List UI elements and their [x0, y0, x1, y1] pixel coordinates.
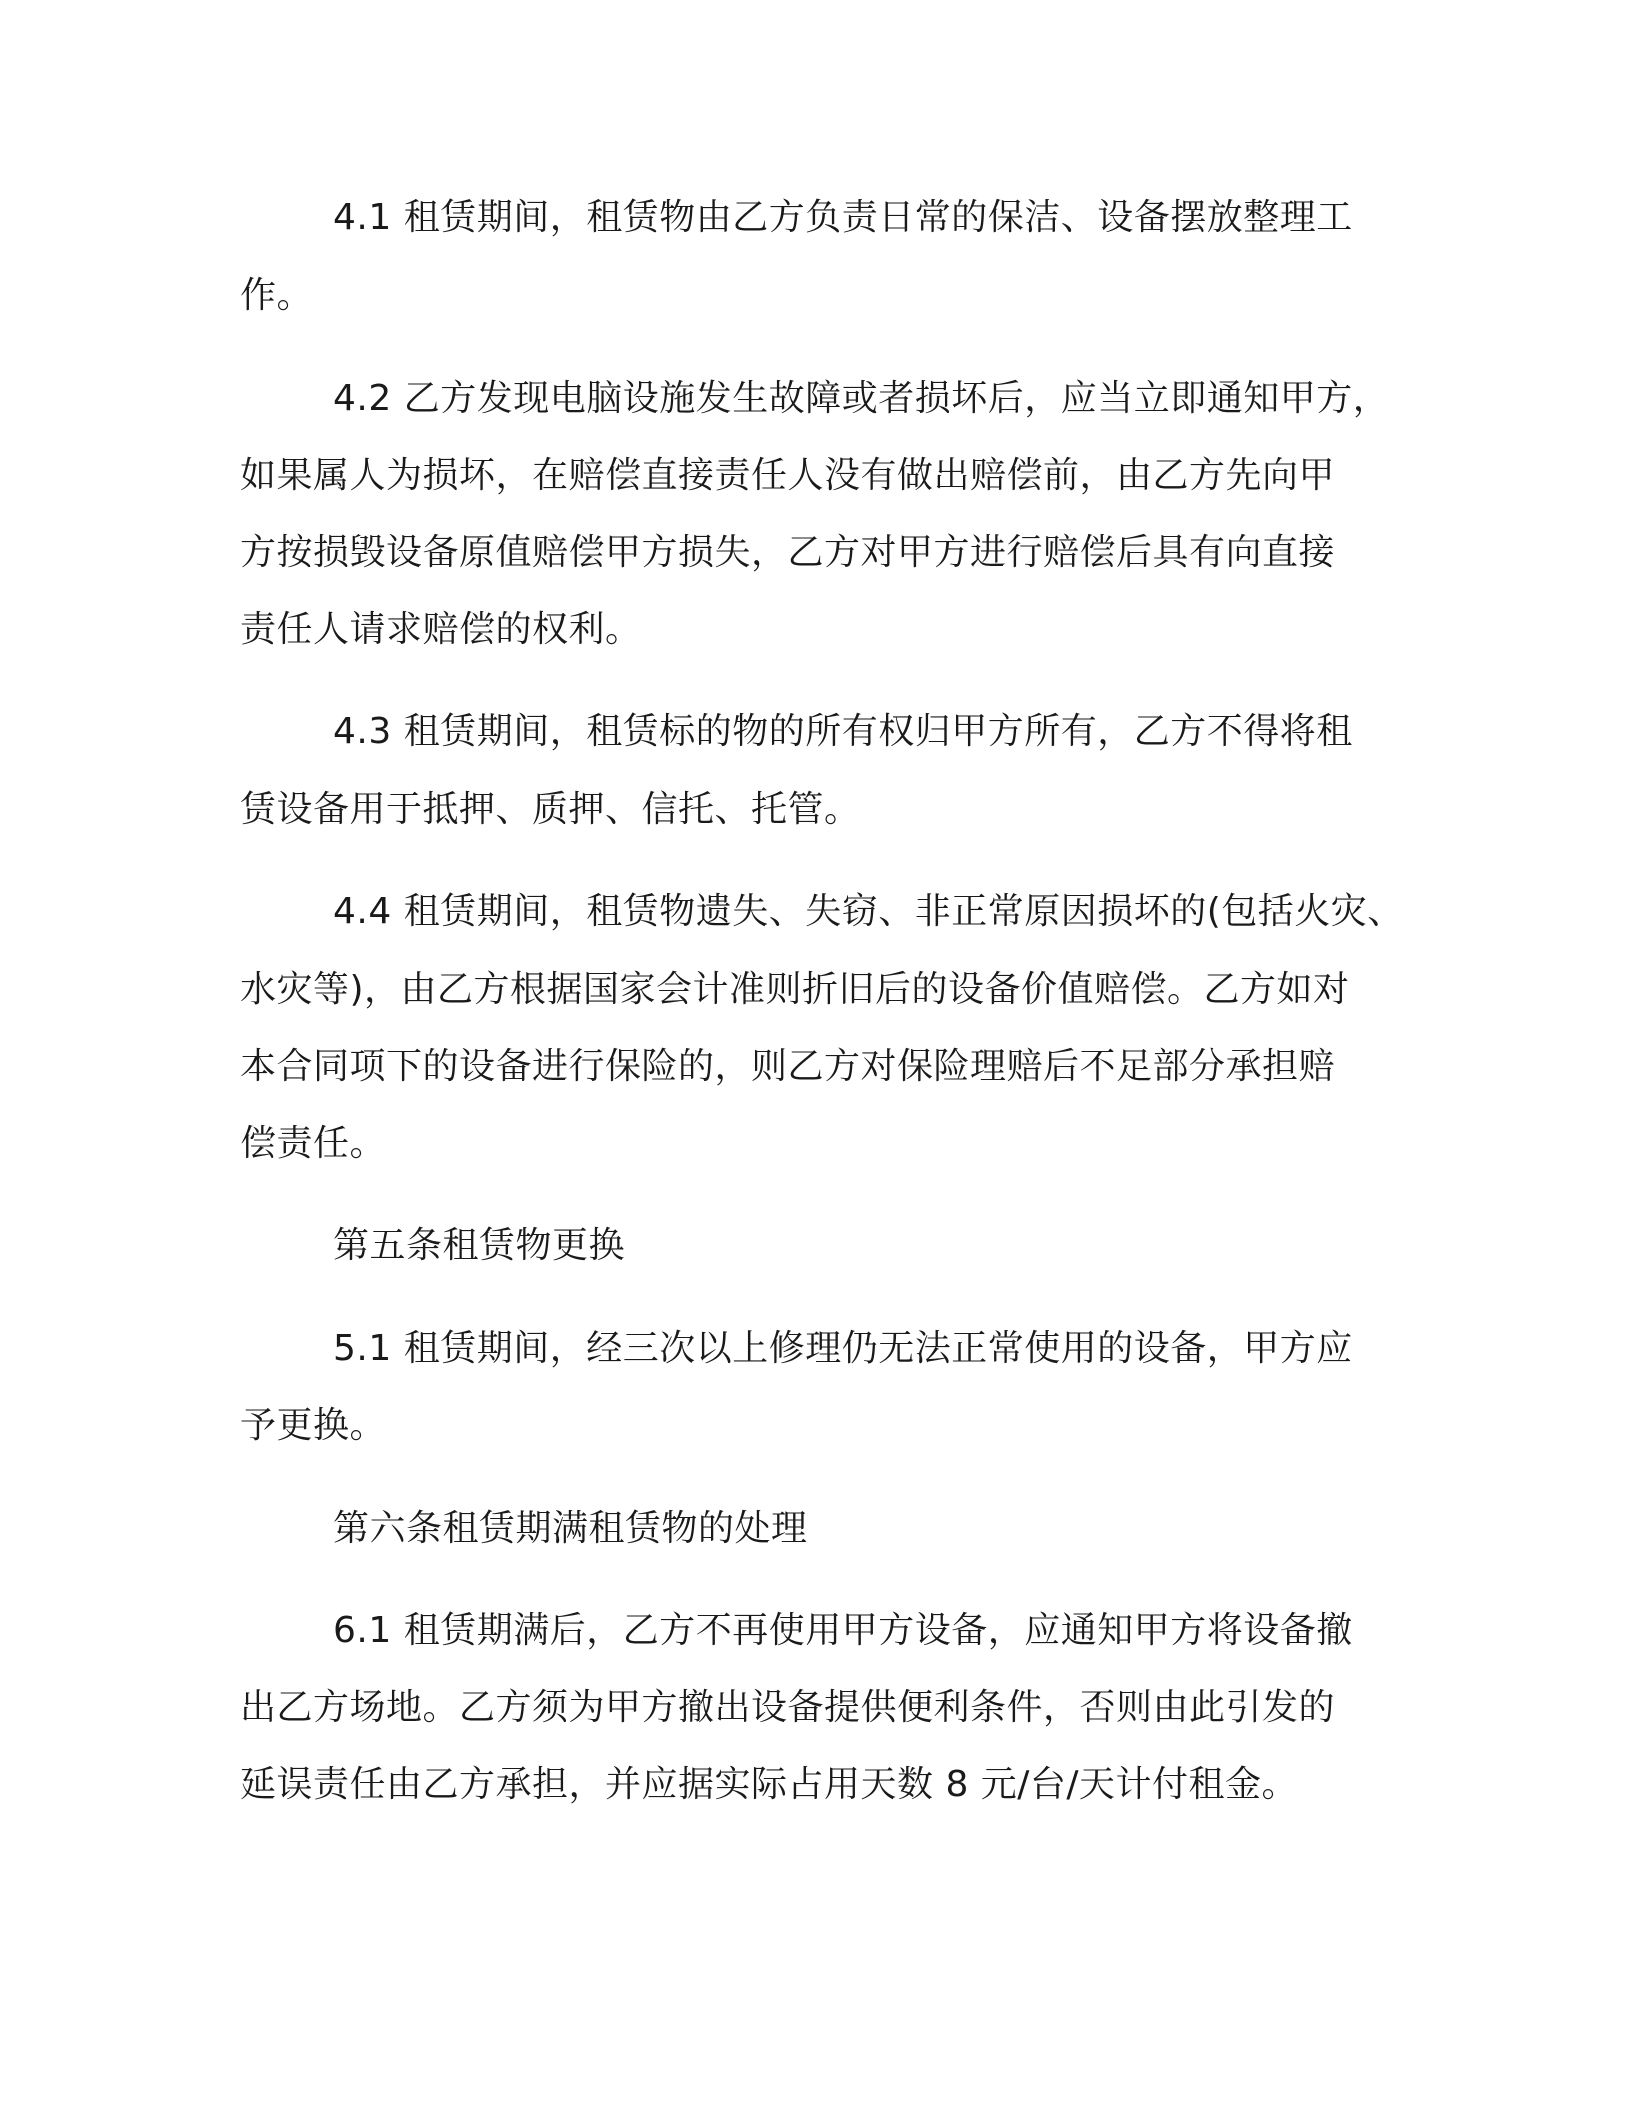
clause-4-2-line-1: 4.2 乙方发现电脑设施发生故障或者损坏后，应当立即通知甲方， — [333, 378, 1390, 419]
clause-5-1-line-2: 予更换。 — [240, 1405, 387, 1446]
clause-5-1-line-1: 5.1 租赁期间，经三次以上修理仍无法正常使用的设备，甲方应 — [333, 1328, 1353, 1369]
article-6-heading: 第六条租赁期满租赁物的处理 — [333, 1508, 808, 1549]
clause-6-1-line-2: 出乙方场地。乙方须为甲方撤出设备提供便利条件，否则由此引发的 — [240, 1687, 1336, 1728]
clause-4-3-line-1: 4.3 租赁期间，租赁标的物的所有权归甲方所有，乙方不得将租 — [333, 711, 1353, 752]
clause-4-2-line-4: 责任人请求赔偿的权利。 — [240, 609, 642, 650]
clause-4-4-line-4: 偿责任。 — [240, 1123, 387, 1164]
clause-4-2-line-3: 方按损毁设备原值赔偿甲方损失，乙方对甲方进行赔偿后具有向直接 — [240, 532, 1336, 573]
article-5-heading: 第五条租赁物更换 — [333, 1225, 626, 1266]
clause-4-3-line-2: 赁设备用于抵押、质押、信托、托管。 — [240, 789, 861, 830]
clause-4-4-line-3: 本合同项下的设备进行保险的，则乙方对保险理赔后不足部分承担赔 — [240, 1046, 1336, 1087]
clause-4-2-line-2: 如果属人为损坏，在赔偿直接责任人没有做出赔偿前，由乙方先向甲 — [240, 455, 1336, 496]
clause-6-1-line-3: 延误责任由乙方承担，并应据实际占用天数 8 元/台/天计付租金。 — [240, 1764, 1299, 1805]
clause-6-1-line-1: 6.1 租赁期满后，乙方不再使用甲方设备，应通知甲方将设备撤 — [333, 1610, 1353, 1651]
clause-4-1-line-1: 4.1 租赁期间，租赁物由乙方负责日常的保洁、设备摆放整理工 — [333, 197, 1353, 238]
clause-4-4-line-2: 水灾等)，由乙方根据国家会计准则折旧后的设备价值赔偿。乙方如对 — [240, 969, 1350, 1010]
clause-4-1-line-2: 作。 — [240, 275, 314, 316]
clause-4-4-line-1: 4.4 租赁期间，租赁物遗失、失窃、非正常原因损坏的(包括火灾、 — [333, 891, 1404, 932]
